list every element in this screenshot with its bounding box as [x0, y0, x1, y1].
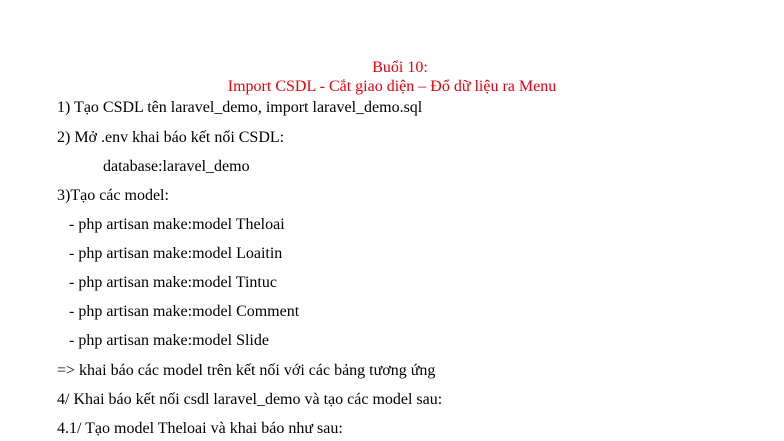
model-table-note: => khai báo các model trên kết nối với các bảng tương ứng	[57, 362, 436, 379]
step-4-connection-models: 4/ Khai báo kết nối csdl laravel_demo và tạo các model sau:	[57, 391, 443, 408]
command-model-slide: - php artisan make:model Slide	[69, 332, 269, 349]
command-model-tintuc: - php artisan make:model Tintuc	[69, 274, 277, 291]
step-3-create-models: 3)Tạo các model:	[57, 187, 169, 204]
lesson-title-heading: Import CSDL - Cắt giao diện – Đổ dữ liệu ra Menu	[227, 78, 557, 95]
database-name-setting: database:laravel_demo	[103, 158, 250, 175]
command-model-theloai: - php artisan make:model Theloai	[69, 216, 285, 233]
command-model-loaitin: - php artisan make:model Loaitin	[69, 245, 283, 262]
step-4-1-theloai-model: 4.1/ Tạo model Theloai và khai báo như sau:	[57, 420, 343, 437]
command-model-comment: - php artisan make:model Comment	[69, 303, 300, 320]
step-1-create-database: 1) Tạo CSDL tên laravel_demo, import laravel_demo.sql	[57, 99, 423, 116]
step-2-env-connection: 2) Mở .env khai báo kết nối CSDL:	[57, 129, 285, 146]
lesson-number-heading: Buổi 10:	[372, 59, 428, 76]
